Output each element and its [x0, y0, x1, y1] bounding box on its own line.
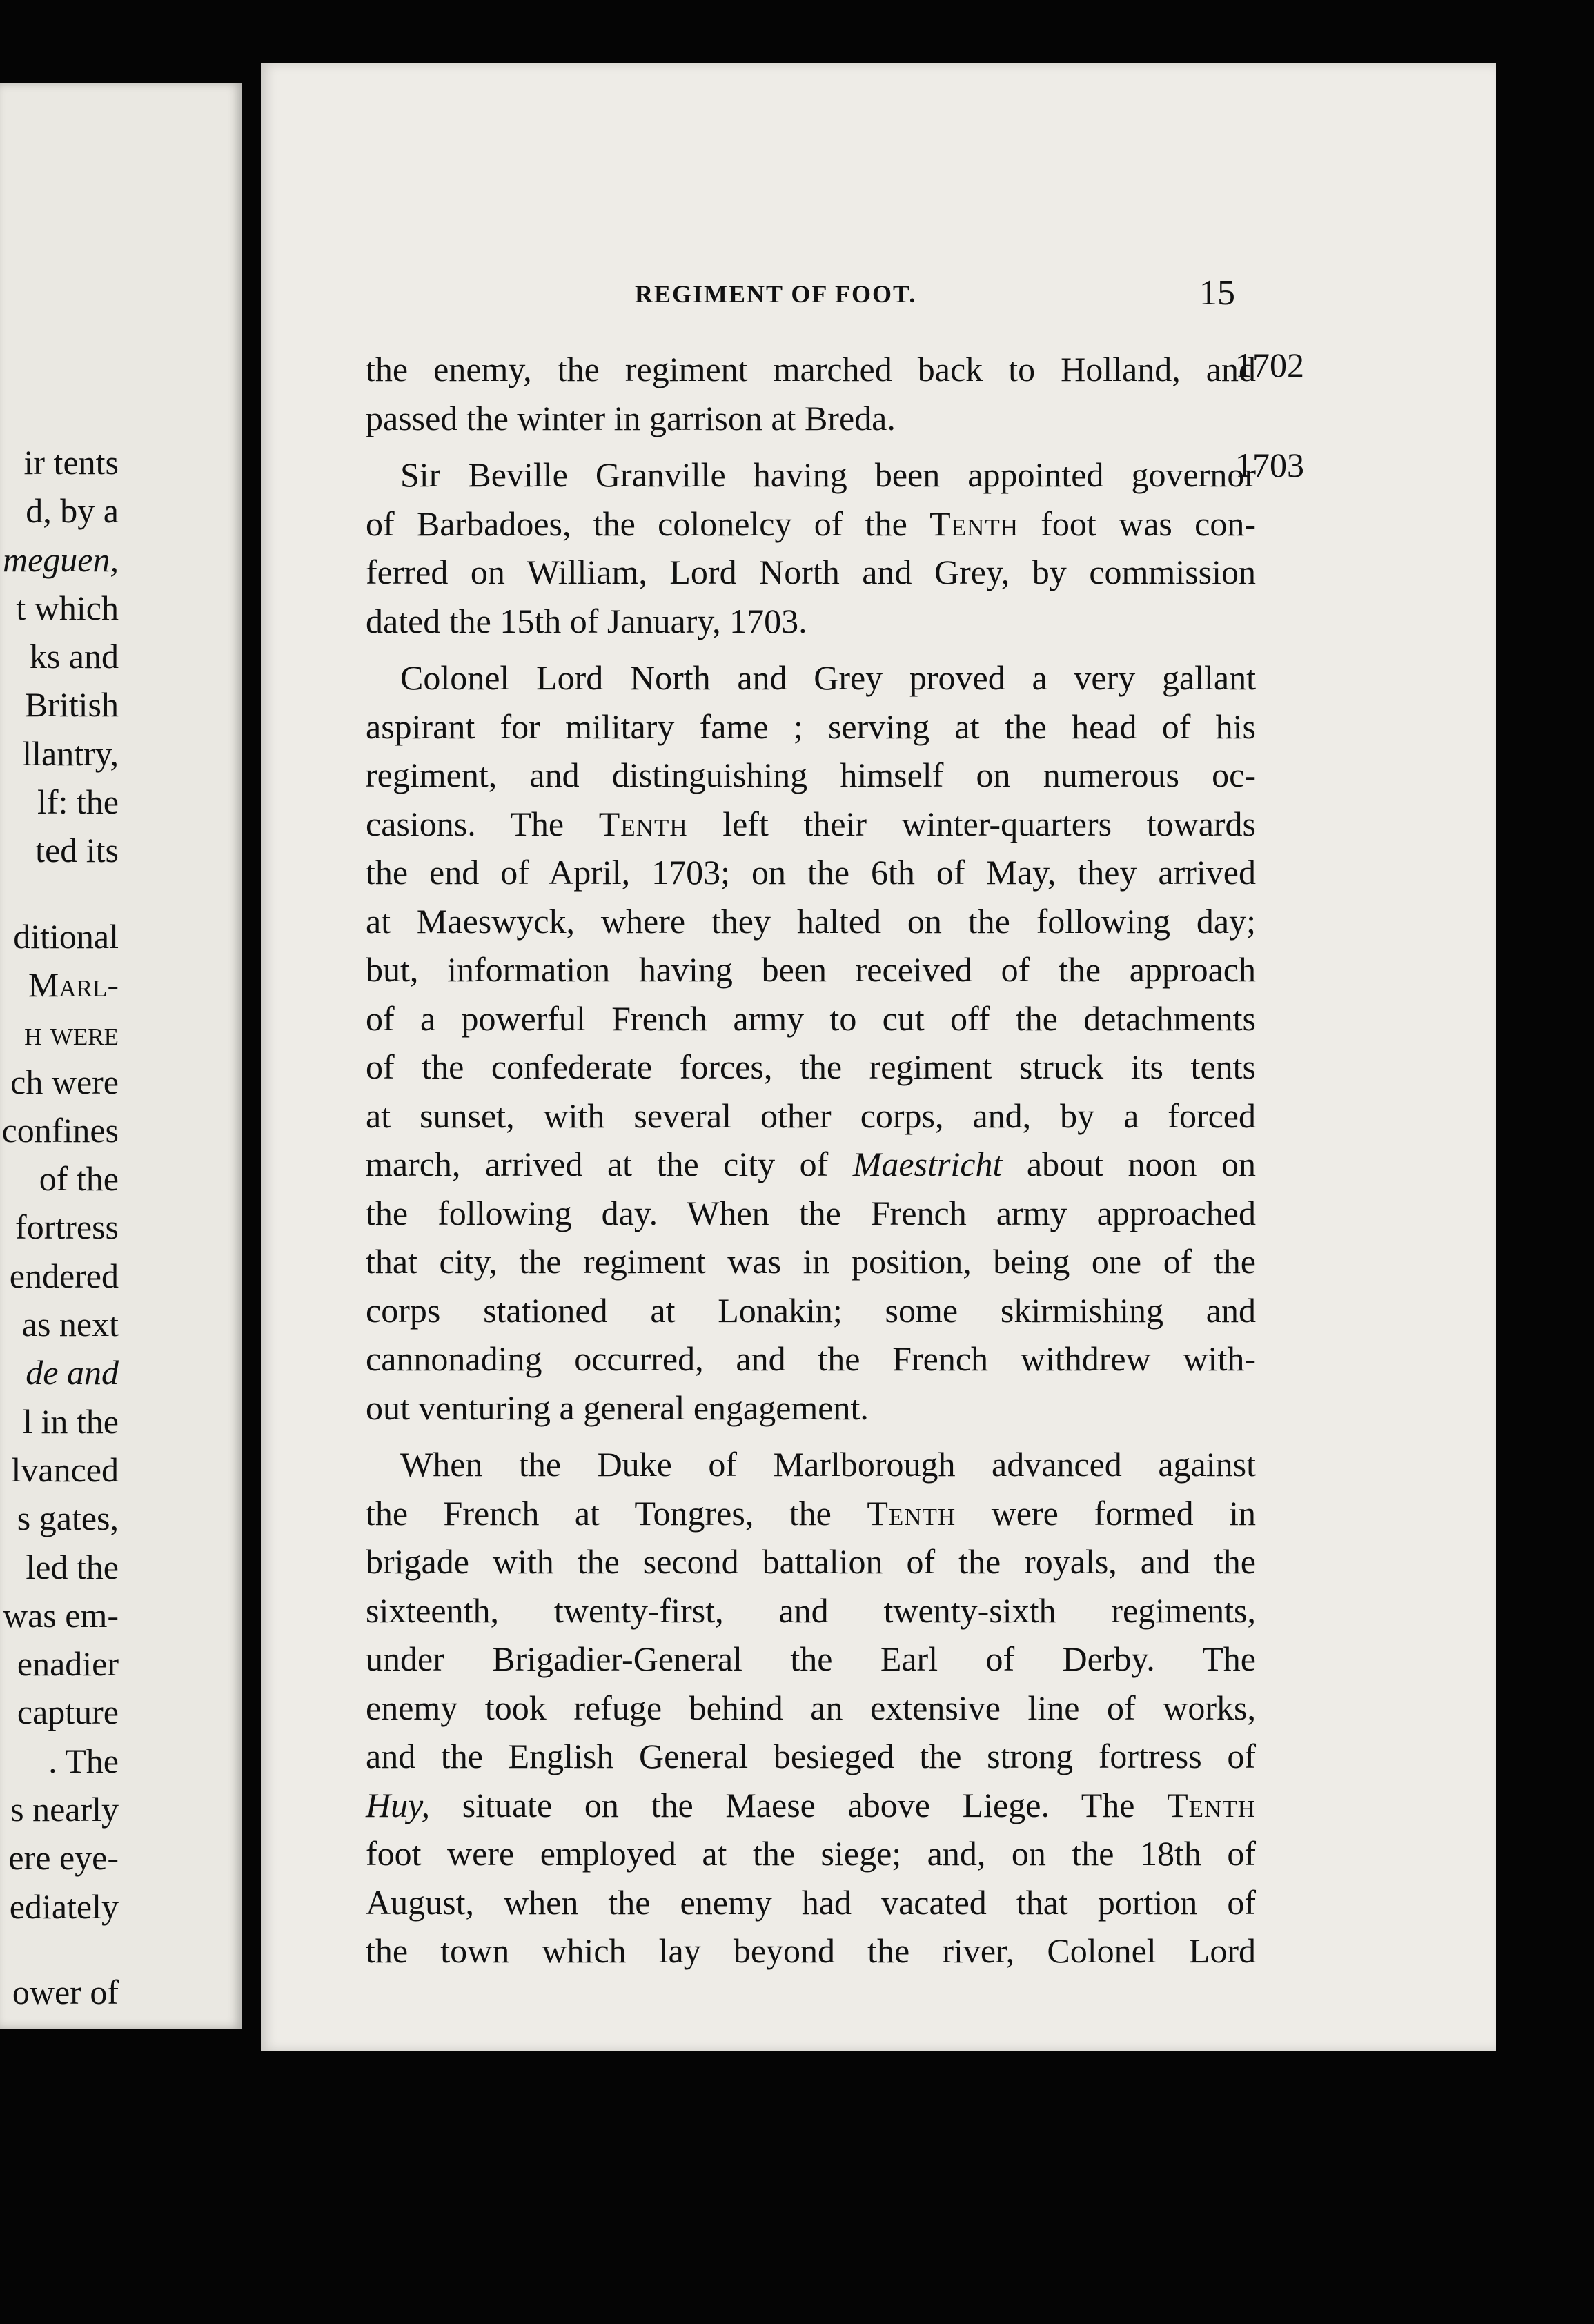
- paragraph: [366, 451, 1256, 645]
- left-line: ch were: [10, 1062, 119, 1101]
- left-line: lf: the: [37, 782, 119, 822]
- small-caps-run: Tenth: [598, 804, 688, 843]
- italic-run: Maestricht: [852, 1145, 1003, 1183]
- text-line: August, when the enemy had vacated that portion of: [366, 1882, 1256, 1922]
- text-line: and the English General besieged the strong fortress of: [366, 1737, 1256, 1775]
- left-line: ediately: [9, 1887, 119, 1926]
- left-line: confines: [1, 1110, 119, 1150]
- left-line: lvanced: [11, 1450, 119, 1489]
- left-line: ower of: [12, 1972, 119, 2011]
- left-line: fortress: [15, 1208, 119, 1247]
- margin-year-1703: 1703: [1235, 446, 1304, 484]
- text-line: the enemy, the regiment marched back to Holland, and: [366, 350, 1256, 388]
- left-line: s gates,: [17, 1499, 119, 1538]
- text-line: Colonel Lord North and Grey proved a very gallant: [400, 658, 1256, 697]
- text-run: were formed in: [991, 1493, 1257, 1533]
- text-line: the town which lay beyond the river, Colonel Lord: [366, 1931, 1256, 1970]
- text-line: that city, the regiment was in position, being one of the: [366, 1242, 1256, 1281]
- small-caps-run: Tenth: [929, 504, 1019, 543]
- text-line: ferred on William, Lord North and Grey, by commission: [366, 553, 1256, 591]
- text-run: situate on the Maese above Liege. The: [462, 1785, 1135, 1824]
- left-line: l in the: [23, 1401, 119, 1441]
- text-run: foot was con-: [1041, 504, 1257, 543]
- left-line: llantry,: [22, 733, 119, 773]
- text-run: the French at Tongres, the: [366, 1493, 832, 1533]
- text-line: under Brigadier-General the Earl of Derby. The: [366, 1639, 1256, 1678]
- text-line: enemy took refuge behind an extensive line of works,: [366, 1688, 1256, 1727]
- previous-page-fragment: [0, 83, 242, 2029]
- text-line: [366, 1140, 1256, 1189]
- left-line: de and: [26, 1353, 119, 1392]
- previous-page-text: [0, 438, 119, 2016]
- text-line: at Maeswyck, where they halted on the following day;: [366, 901, 1256, 941]
- text-line: at sunset, with several other corps, and, by a forced: [366, 1096, 1256, 1135]
- small-caps-run: Tenth: [867, 1493, 956, 1533]
- text-line: of the confederate forces, the regiment struck its tents: [366, 1047, 1256, 1086]
- text-line: passed the winter in garrison at Breda.: [366, 398, 896, 437]
- left-line: was em-: [3, 1595, 119, 1635]
- left-line: of the: [39, 1159, 119, 1199]
- text-run: left their winter-quarters towards: [722, 804, 1257, 843]
- text-line: the following day. When the French army approached: [366, 1193, 1256, 1232]
- left-line: ditional: [13, 916, 119, 956]
- text-run: casions. The: [366, 804, 564, 843]
- left-line: s nearly: [10, 1790, 119, 1829]
- text-run: about noon on: [1026, 1145, 1256, 1183]
- text-line: [366, 1489, 1256, 1538]
- left-line: Marl-: [28, 965, 119, 1004]
- text-line: but, information having been received of the approach: [366, 950, 1256, 989]
- italic-run: Huy,: [366, 1785, 431, 1824]
- text-line: aspirant for military fame ; serving at the head of his: [366, 707, 1256, 746]
- left-line-gap: [0, 1931, 119, 1968]
- left-line: t which: [16, 588, 119, 627]
- left-line: . The: [48, 1741, 119, 1780]
- text-line: Sir Beville Granville having been appointed governor: [400, 455, 1256, 494]
- text-run: of Barbadoes, the colonelcy of the: [366, 504, 907, 543]
- text-line: sixteenth, twenty-first, and twenty-sixth regiments,: [366, 1591, 1256, 1630]
- text-line: corps stationed at Lonakin; some skirmishing and: [366, 1290, 1256, 1330]
- left-line: meguen,: [3, 540, 119, 579]
- paragraph: [366, 345, 1256, 442]
- left-line: ks and: [29, 637, 119, 676]
- small-caps-run: Tenth: [1167, 1785, 1256, 1824]
- left-line: enadier: [17, 1644, 119, 1684]
- left-line: ir tents: [23, 443, 119, 482]
- text-line: the end of April, 1703; on the 6th of May, they arrived: [366, 853, 1256, 892]
- margin-year-1702: 1702: [1235, 346, 1304, 384]
- text-line: cannonading occurred, and the French withdrew with-: [366, 1339, 1256, 1378]
- left-line: British: [24, 685, 119, 725]
- text-run: march, arrived at the city of: [366, 1145, 829, 1183]
- text-line: brigade with the second battalion of the royals, and the: [366, 1542, 1256, 1581]
- left-line: ted its: [35, 831, 119, 870]
- text-line: foot were employed at the siege; and, on the 18th of: [366, 1834, 1256, 1873]
- left-line: ere eye-: [8, 1838, 119, 1878]
- running-head: REGIMENT OF FOOT.: [635, 280, 917, 308]
- text-line: [366, 1781, 1256, 1830]
- paragraph: [366, 653, 1256, 1432]
- page-body: [366, 345, 1256, 1976]
- text-line: [366, 800, 1256, 849]
- left-line: h were: [24, 1014, 119, 1053]
- left-line: as next: [21, 1305, 119, 1344]
- left-line-gap: [0, 875, 119, 912]
- left-line: d, by a: [26, 491, 119, 531]
- left-line: led the: [26, 1547, 119, 1586]
- text-line: When the Duke of Marlborough advanced against: [400, 1445, 1256, 1484]
- text-line: regiment, and distinguishing himself on numerous oc-: [366, 756, 1256, 794]
- paragraph: [366, 1440, 1256, 1976]
- text-line: [366, 500, 1256, 549]
- left-line: endered: [9, 1256, 119, 1295]
- text-line: dated the 15th of January, 1703.: [366, 601, 807, 640]
- left-line: capture: [17, 1693, 119, 1732]
- page-number: 15: [1199, 273, 1235, 313]
- text-line: out venturing a general engagement.: [366, 1388, 869, 1427]
- text-line: of a powerful French army to cut off the detachments: [366, 998, 1256, 1038]
